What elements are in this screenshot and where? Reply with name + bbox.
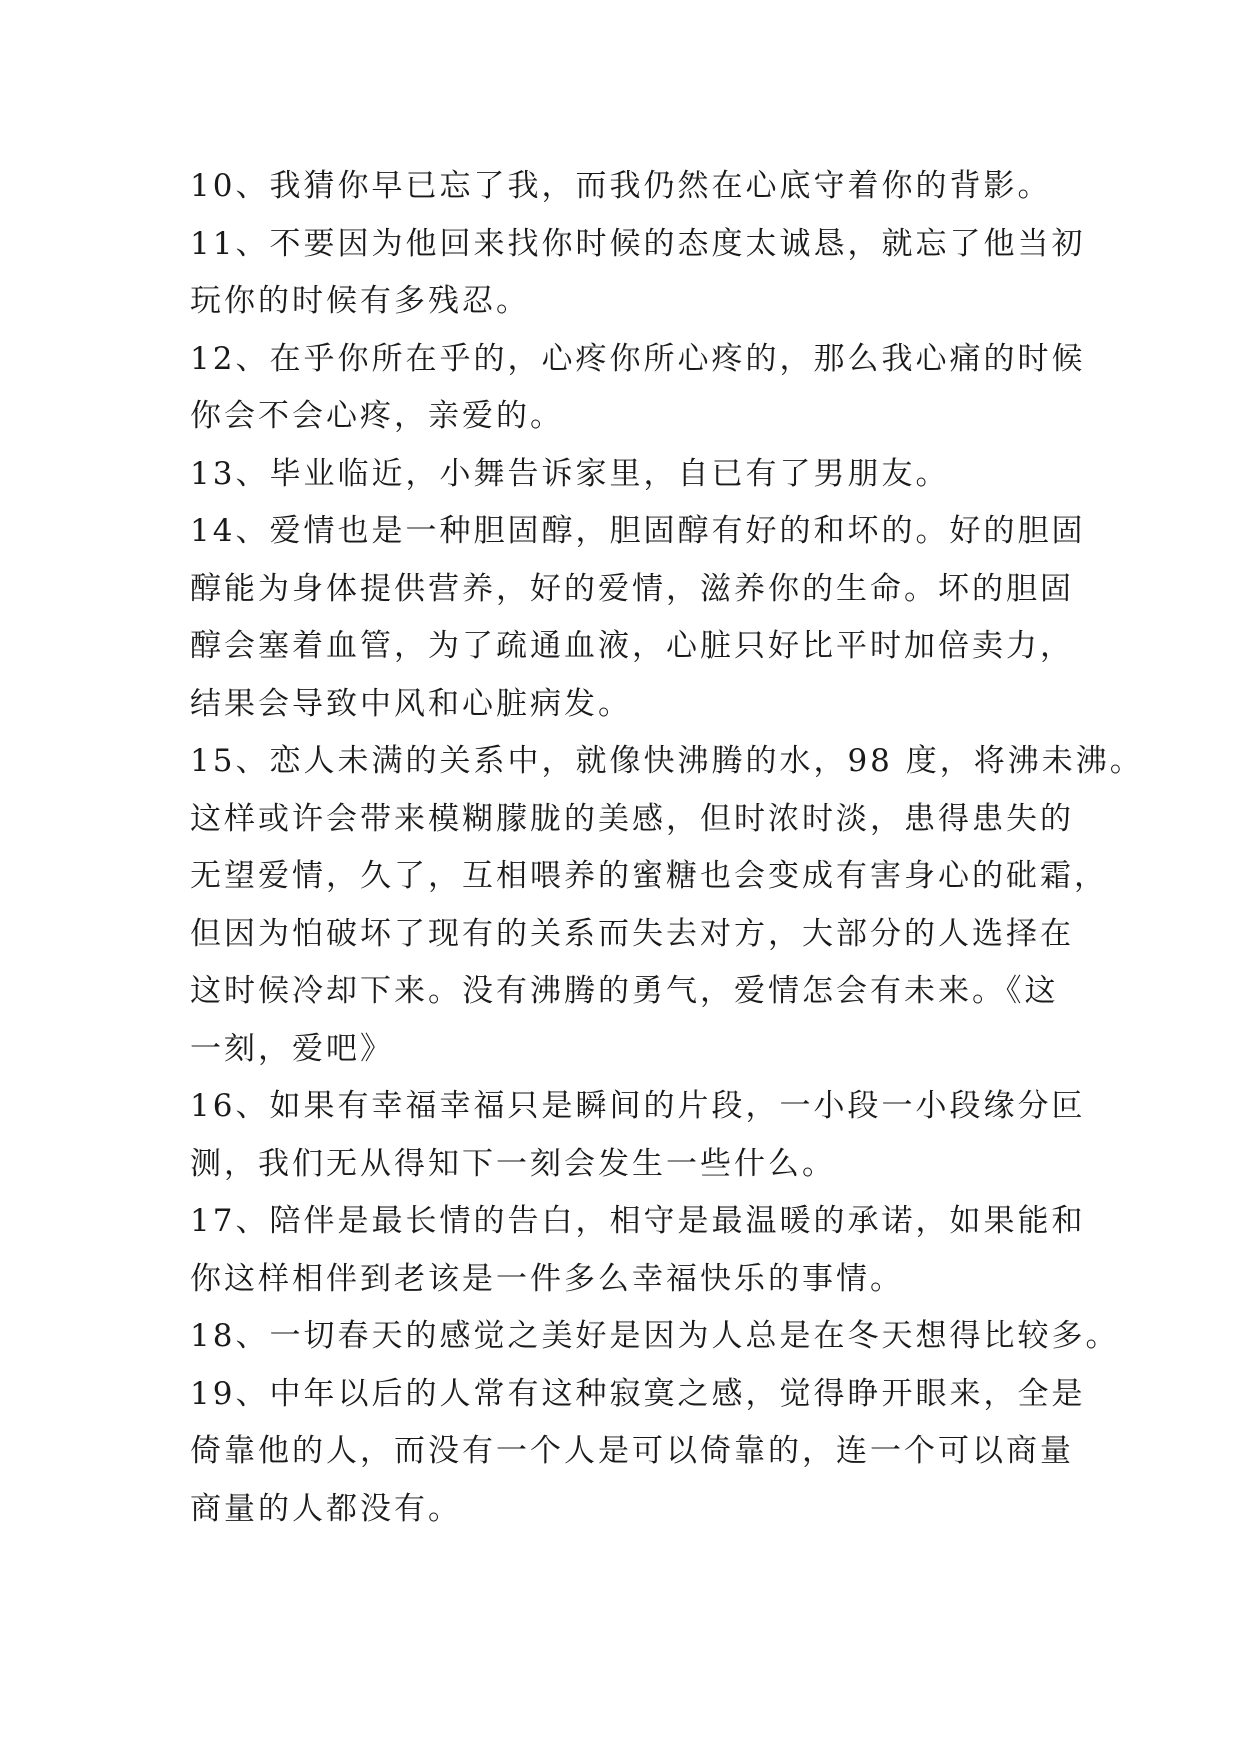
text-line: 玩你的时候有多残忍。 xyxy=(190,283,530,319)
text-line: 这时候冷却下来。没有沸腾的勇气，爱情怎会有未来。《这 xyxy=(190,973,1059,1009)
document-page xyxy=(190,158,1144,1538)
text-line: 10、我猜你早已忘了我，而我仍然在心底守着你的背影。 xyxy=(190,168,1052,204)
text-line: 这样或许会带来模糊朦胧的美感，但时浓时淡，患得患失的 xyxy=(190,800,1074,837)
text-line: 测，我们无从得知下一刻会发生一些什么。 xyxy=(190,1145,836,1182)
text-line: 15、恋人未满的关系中，就像快沸腾的水，98 度，将沸未沸。 xyxy=(190,743,1144,779)
text-line: 一刻，爱吧》 xyxy=(190,1030,394,1067)
text-line: 16、如果有幸福幸福只是瞬间的片段，一小段一小段缘分叵 xyxy=(190,1088,1086,1124)
text-line: 13、毕业临近，小舞告诉家里，自已有了男朋友。 xyxy=(190,455,950,492)
text-line: 你这样相伴到老该是一件多么幸福快乐的事情。 xyxy=(190,1260,904,1297)
text-line: 醇会塞着血管，为了疏通血液，心脏只好比平时加倍卖力， xyxy=(190,628,1074,664)
text-line: 无望爱情，久了，互相喂养的蜜糖也会变成有害身心的砒霜， xyxy=(190,858,1108,894)
text-line: 倚靠他的人，而没有一个人是可以倚靠的，连一个可以商量 xyxy=(190,1433,1074,1469)
text-line: 结果会导致中风和心脏病发。 xyxy=(190,685,632,722)
text-line: 商量的人都没有。 xyxy=(190,1490,462,1527)
text-line: 14、爱情也是一种胆固醇，胆固醇有好的和坏的。好的胆固 xyxy=(190,513,1086,549)
text-line: 12、在乎你所在乎的，心疼你所心疼的，那么我心痛的时候 xyxy=(190,340,1086,377)
text-line: 醇能为身体提供营养，好的爱情，滋养你的生命。坏的胆固 xyxy=(190,570,1074,607)
text-line: 11、不要因为他回来找你时候的态度太诚恳，就忘了他当初 xyxy=(190,225,1086,262)
text-line: 但因为怕破坏了现有的关系而失去对方，大部分的人选择在 xyxy=(190,915,1074,952)
text-line: 18、一切春天的感觉之美好是因为人总是在冬天想得比较多。 xyxy=(190,1318,1120,1354)
text-line: 你会不会心疼，亲爱的。 xyxy=(190,398,564,434)
text-line: 17、陪伴是最长情的告白，相守是最温暖的承诺，如果能和 xyxy=(190,1203,1086,1239)
text-line: 19、中年以后的人常有这种寂寞之感，觉得睁开眼来，全是 xyxy=(190,1375,1086,1412)
